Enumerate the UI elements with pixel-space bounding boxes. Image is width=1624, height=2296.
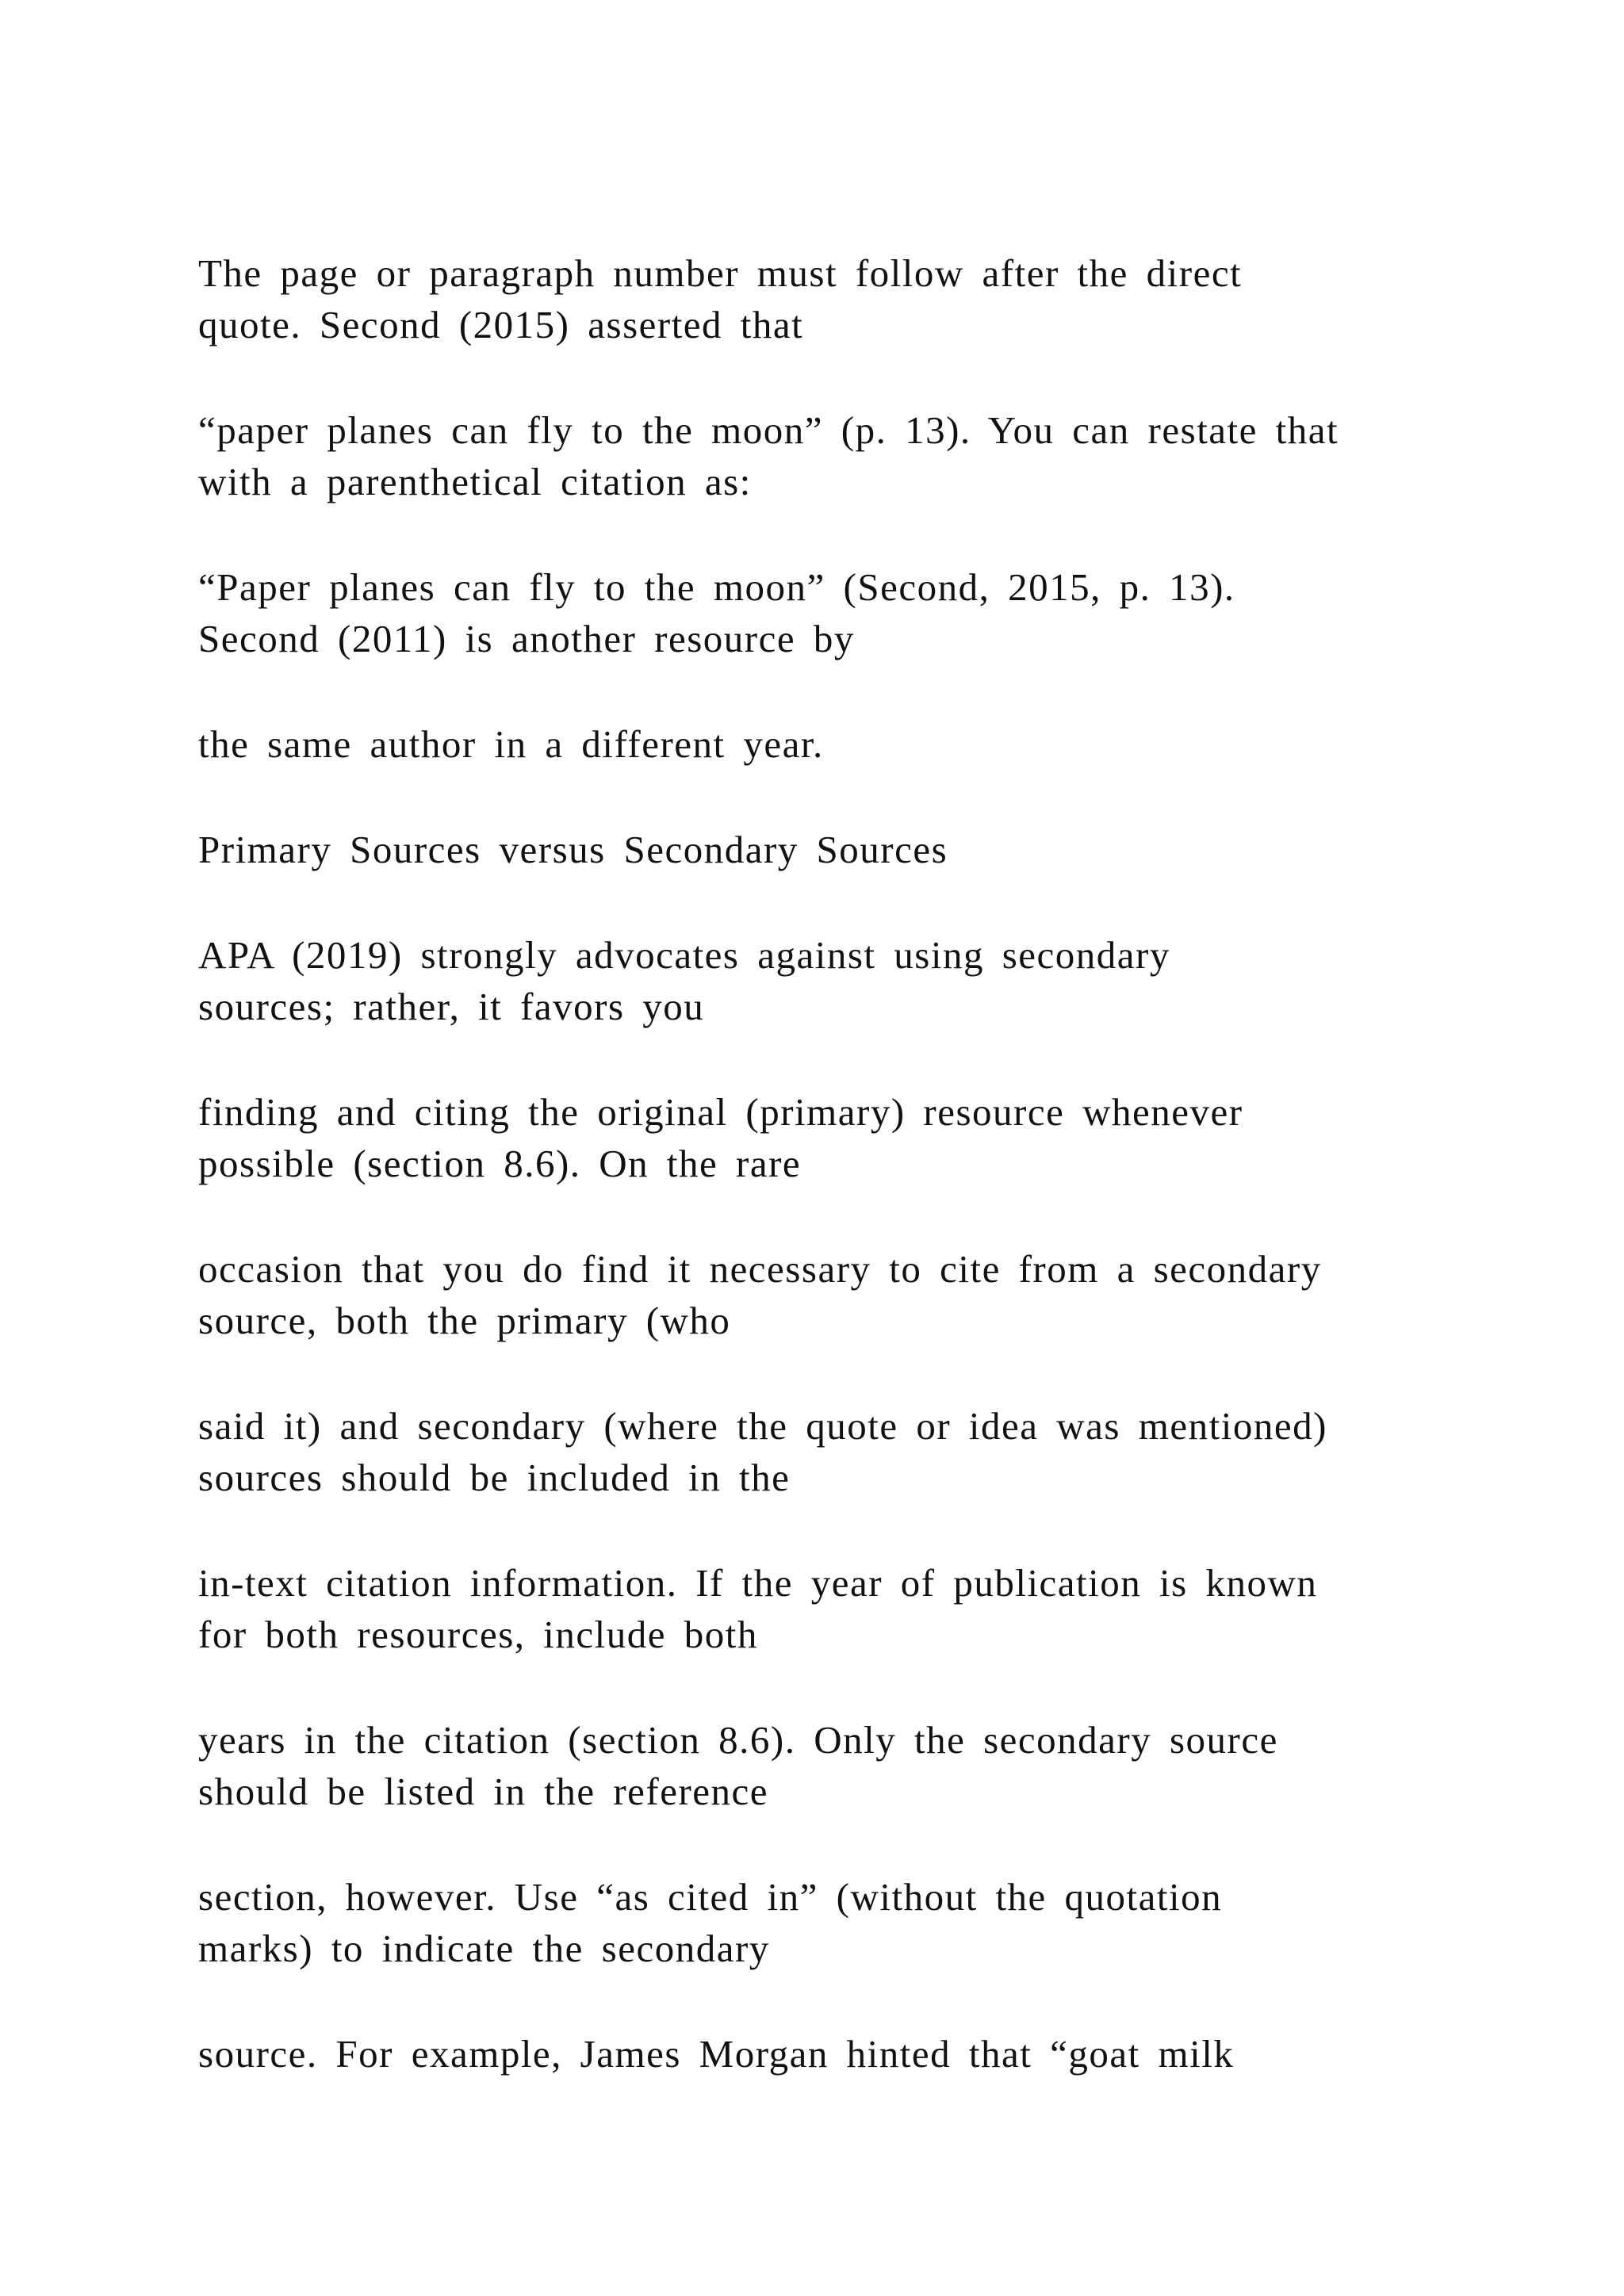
text-line: The page or paragraph number must follow after the direct [198, 251, 1243, 295]
text-line: “Paper planes can fly to the moon” (Second, 2015, p. 13). [198, 565, 1235, 609]
text-line: the same author in a different year. [198, 722, 824, 766]
text-line: APA (2019) strongly advocates against using secondary [198, 933, 1170, 977]
section-heading [198, 824, 1435, 875]
text-line: possible (section 8.6). On the rare [198, 1142, 802, 1185]
text-line: marks) to indicate the secondary [198, 1927, 770, 1970]
paragraph-same-author [198, 718, 1435, 770]
text-line: with a parenthetical citation as: [198, 460, 752, 503]
paragraph-occasion [198, 1243, 1435, 1346]
paragraph-as-cited-in [198, 1871, 1435, 1974]
heading-line: Primary Sources versus Secondary Sources [198, 828, 948, 871]
paragraph-parenthetical-example [198, 561, 1435, 664]
text-line: occasion that you do find it necessary to cite from a secondary [198, 1247, 1322, 1291]
paragraph-in-text-citation [198, 1557, 1435, 1660]
paragraph-page-number-rule [198, 247, 1435, 350]
text-line: should be listed in the reference [198, 1770, 769, 1813]
text-line: sources should be included in the [198, 1456, 791, 1499]
text-line: said it) and secondary (where the quote or idea was mentioned) [198, 1404, 1327, 1448]
paragraph-years-in-citation [198, 1714, 1435, 1817]
paragraph-paper-planes-quote [198, 404, 1435, 507]
paragraph-apa-advocates [198, 929, 1435, 1032]
text-line: sources; rather, it favors you [198, 985, 705, 1028]
paragraph-said-it [198, 1400, 1435, 1503]
text-line: “paper planes can fly to the moon” (p. 13). You can restate that [198, 408, 1339, 452]
text-line: for both resources, include both [198, 1613, 758, 1656]
text-line: source, both the primary (who [198, 1299, 731, 1342]
paragraph-goat-milk-example [198, 2028, 1435, 2080]
text-line: section, however. Use “as cited in” (without the quotation [198, 1875, 1223, 1919]
text-line: in-text citation information. If the year of publication is known [198, 1561, 1318, 1605]
text-line: Second (2011) is another resource by [198, 617, 855, 660]
text-line: finding and citing the original (primary) resource whenever [198, 1090, 1243, 1134]
paragraph-finding-original [198, 1086, 1435, 1189]
text-line: source. For example, James Morgan hinted that “goat milk [198, 2032, 1235, 2076]
text-line: years in the citation (section 8.6). Only the secondary source [198, 1718, 1278, 1762]
text-line: quote. Second (2015) asserted that [198, 303, 804, 346]
